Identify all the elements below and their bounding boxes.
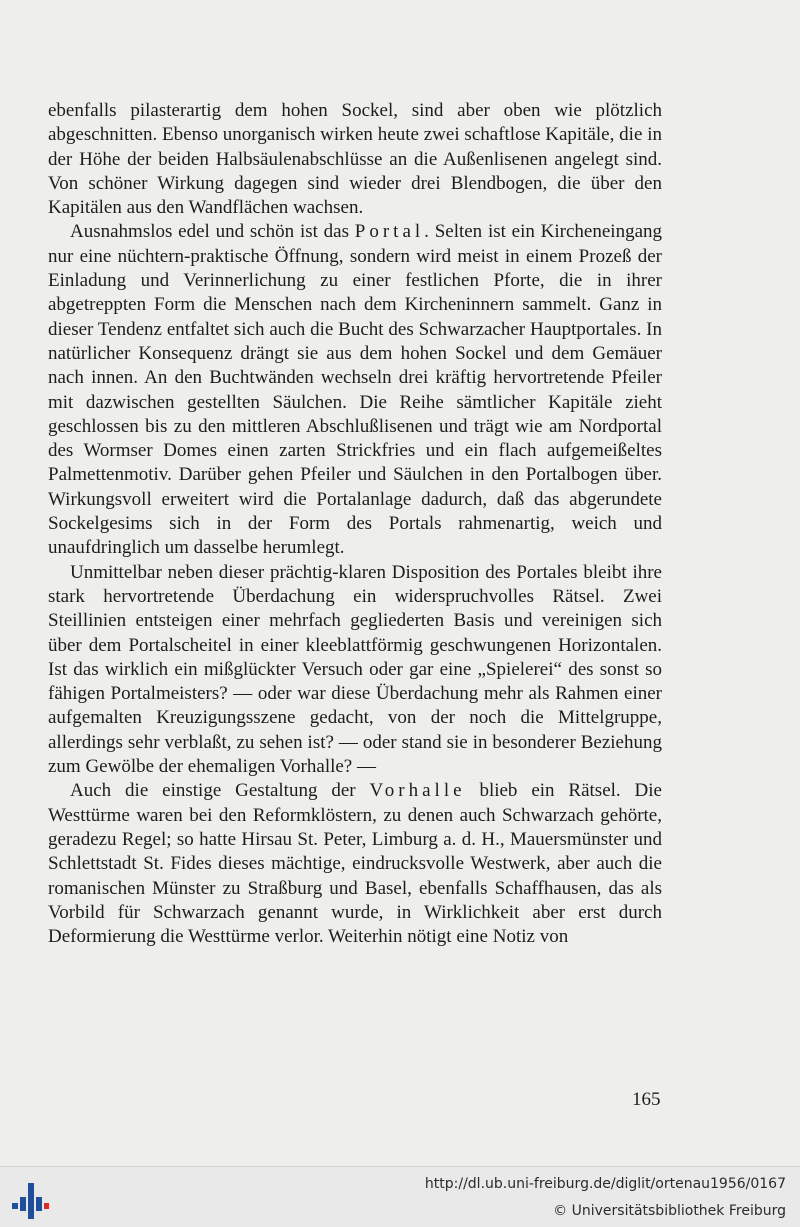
paragraph-1: ebenfalls pilasterartig dem hohen Sockel, sind aber oben wie plötzlich abgeschnitten. Ebenso unorganisch wirken heute zwei schaftlose Kapitäle, die in der Höhe der beiden Halbsäulenabschlüsse an die Außenlisenen angelegt sind. Von schöner Wirkung dagegen sind wieder drei Blendbogen, die über den Kapitälen aus den Wandflächen wachsen. bbox=[48, 100, 662, 219]
paragraph-2-rest: . Selten ist ein Kircheneingang nur eine nüchtern-praktische Öffnung, sondern wird meist in einem Prozeß der Einladung und Verinnerlichung zu einer festlichen Pforte, die in ihrer abgetreppten Form die Menschen nach dem Kircheninnern sammelt. Ganz in dieser Tendenz entfaltet sich auch die Bucht des Schwarzacher Hauptportales. In natürlicher Konsequenz drängt sie aus dem hohen Sockel und dem Gemäuer nach innen. An den Buchtwänden wechseln drei kräftig hervortretende Pfeiler mit dazwischen gestellten Säulchen. Die Reihe sämtlicher Kapitäle zieht geschlossen bis zu den mittleren Abschlußlisenen und trägt wie am Nordportal des Wormser Domes einen zarten Strickfries und ein flach aufgemeißeltes Palmettenmotiv. Darüber gehen Pfeiler und Säulchen in den Portalbogen über. Wirkungsvoll erweitert wird die Portalanlage dadurch, daß das abgerundete Sockelgesims sich in der Form des Portals rahmenartig, weich und unaufdringlich um dasselbe herumlegt. bbox=[48, 221, 662, 559]
library-logo-icon bbox=[10, 1179, 50, 1219]
paragraph-3: Unmittelbar neben dieser prächtig-klaren Disposition des Portales bleibt ihre stark hervortretende Überdachung ein widerspruchvolles Rätsel. Zwei Steillinien entsteigen einer mehrfach gegliederten Basis und vereinigen sich über dem Portalscheitel in einer kleeblattförmig geschwungenen Horizontalen. Ist das wirklich ein mißglückter Versuch oder gar eine „Spielerei“ des sonst so fähigen Portalmeisters? — oder war diese Überdachung mehr als Rahmen einer aufgemalten Kreuzigungsszene gedacht, von der noch die Mittelgruppe, allerdings sehr verblaßt, zu sehen ist? — oder stand sie in besonderer Beziehung zum Gewölbe der ehemaligen Vorhalle? — bbox=[48, 561, 662, 778]
page-number: 165 bbox=[632, 1089, 661, 1110]
paragraph-2-lead: Ausnahmslos edel und schön ist das bbox=[70, 221, 355, 243]
copyright-notice: © Universitätsbibliothek Freiburg bbox=[553, 1203, 786, 1219]
paragraph-4 bbox=[48, 779, 662, 949]
permalink-url[interactable]: http://dl.ub.uni-freiburg.de/diglit/ortenau1956/0167 bbox=[424, 1176, 786, 1192]
spaced-term-portal: Portal bbox=[354, 221, 425, 243]
spaced-term-vorhalle: Vorhalle bbox=[369, 780, 466, 802]
paragraph-4-rest: blieb ein Rätsel. Die Westtürme waren bei den Reformklöstern, zu denen auch Schwarzach gehörte, geradezu Regel; so hatte Hirsau St. Peter, Limburg a. d. H., Mauersmünster und Schlettstadt St. Fides dieses mächtige, eindrucksvolle Westwerk, aber auch die romanischen Münster zu Straßburg und Basel, ebenfalls Schaffhausen, das als Vorbild für Schwarzach genannt wurde, in Wirklichkeit aber erst durch Deformierung die Westtürme verlor. Weiterhin nötigt eine Notiz von bbox=[48, 780, 662, 948]
paragraph-4-lead: Auch die einstige Gestaltung der bbox=[70, 780, 370, 802]
body-text bbox=[48, 99, 662, 949]
footer-bar bbox=[0, 1166, 800, 1227]
paragraph-2 bbox=[48, 220, 662, 560]
